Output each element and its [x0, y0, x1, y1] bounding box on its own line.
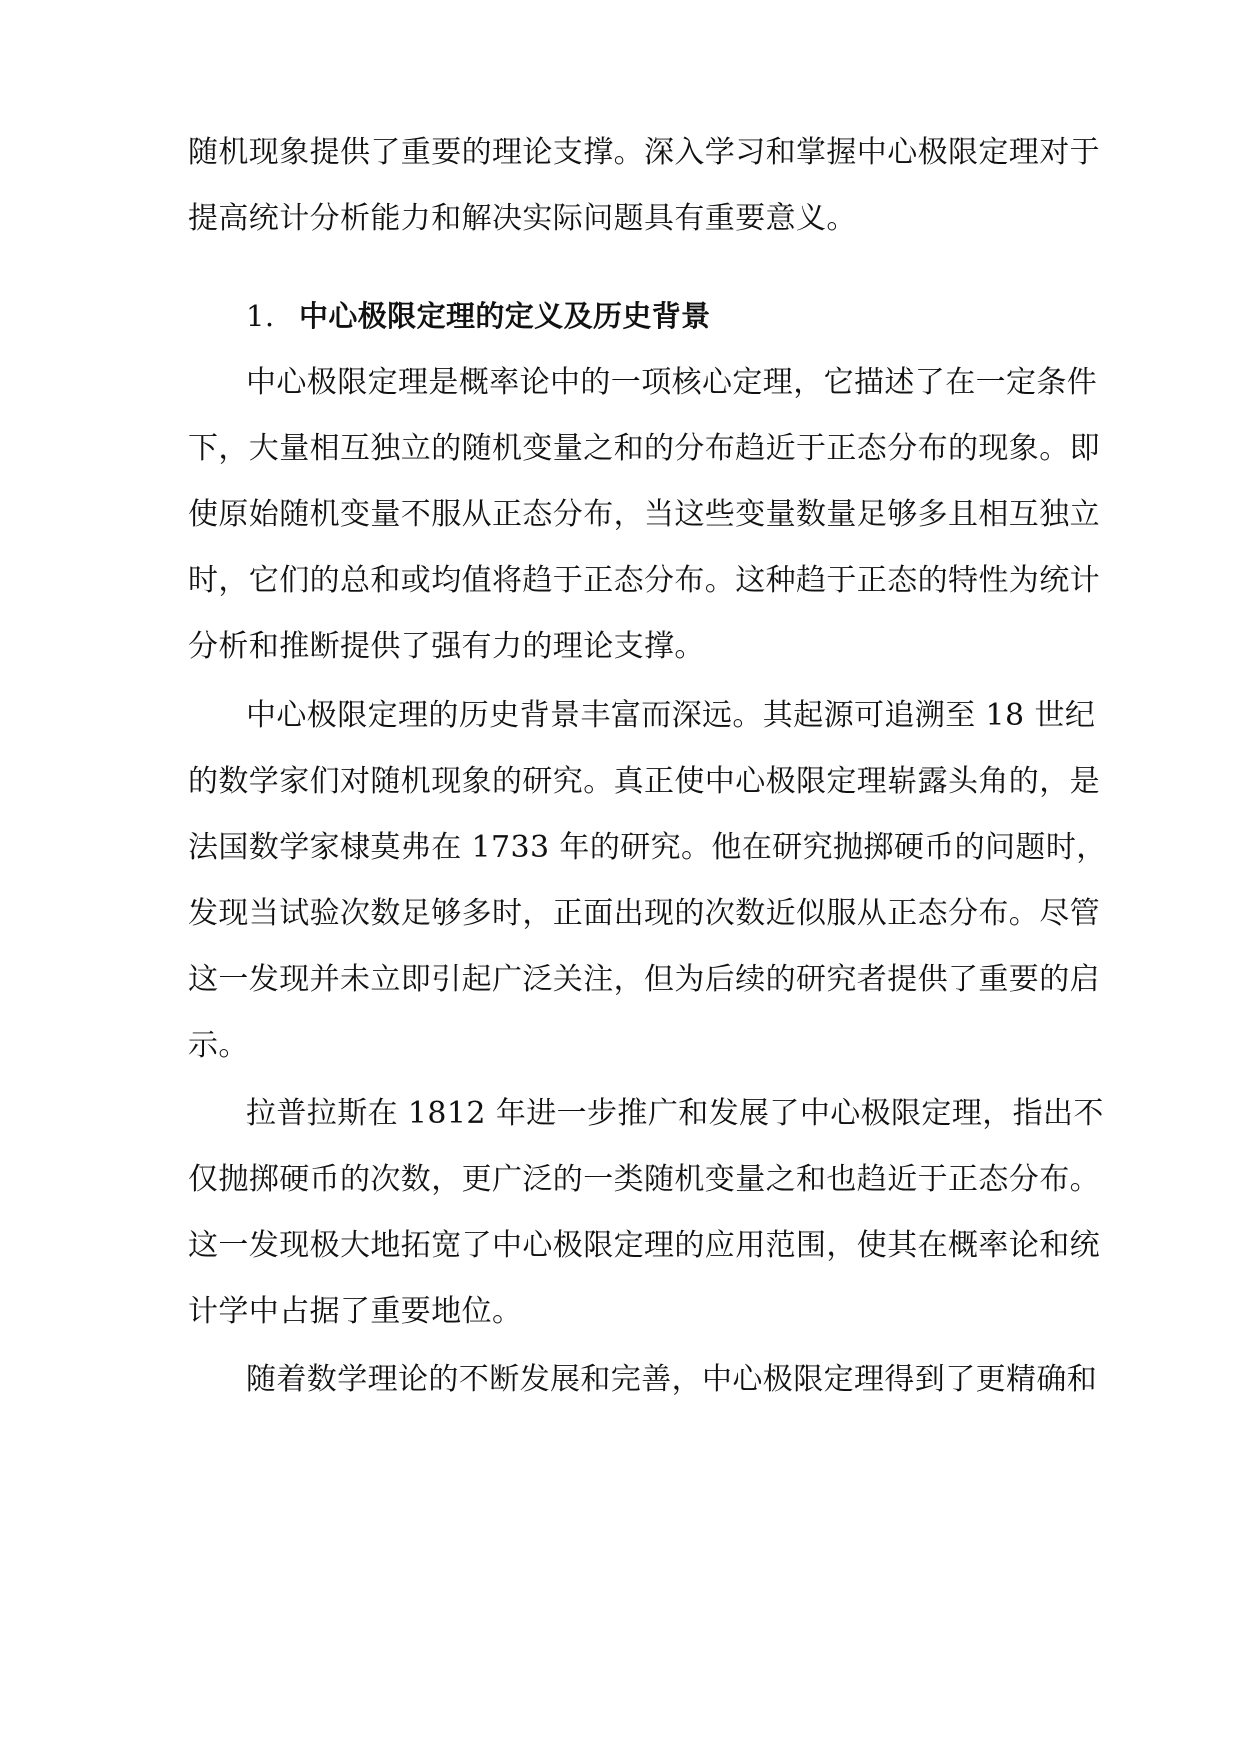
section-title: 中心极限定理的定义及历史背景	[298, 299, 711, 333]
paragraph-3-line-1: 拉普拉斯在 1812 年进一步推广和发展了中心极限定理，指出不	[246, 1096, 1104, 1131]
intro-line-1: 随机现象提供了重要的理论支撑。深入学习和掌握中心极限定理对于	[188, 135, 1100, 170]
paragraph-3-line-4: 计学中占据了重要地位。	[188, 1294, 523, 1329]
paragraph-2-line-6: 示。	[188, 1028, 249, 1063]
paragraph-2-line-1: 中心极限定理的历史背景丰富而深远。其起源可追溯至 18 世纪	[246, 698, 1096, 733]
paragraph-3-line-3: 这一发现极大地拓宽了中心极限定理的应用范围，使其在概率论和统	[188, 1228, 1100, 1263]
section-heading	[246, 296, 1126, 336]
paragraph-1-line-1: 中心极限定理是概率论中的一项核心定理，它描述了在一定条件	[246, 365, 1098, 400]
paragraph-1-line-5: 分析和推断提供了强有力的理论支撑。	[188, 629, 705, 664]
paragraph-2-line-3: 法国数学家棣莫弗在 1733 年的研究。他在研究抛掷硬币的问题时，	[188, 830, 1107, 865]
paragraph-2-line-4: 发现当试验次数足够多时，正面出现的次数近似服从正态分布。尽管	[188, 896, 1100, 931]
paragraph-2-line-2: 的数学家们对随机现象的研究。真正使中心极限定理崭露头角的，是	[188, 764, 1100, 799]
paragraph-1-line-3: 使原始随机变量不服从正态分布，当这些变量数量足够多且相互独立	[188, 497, 1100, 532]
intro-line-2: 提高统计分析能力和解决实际问题具有重要意义。	[188, 201, 857, 236]
paragraph-1-line-4: 时，它们的总和或均值将趋于正态分布。这种趋于正态的特性为统计	[188, 563, 1100, 598]
paragraph-2-line-5: 这一发现并未立即引起广泛关注，但为后续的研究者提供了重要的启	[188, 962, 1100, 997]
paragraph-1-line-2: 下，大量相互独立的随机变量之和的分布趋近于正态分布的现象。即	[188, 431, 1100, 466]
section-number: 1.	[246, 299, 275, 333]
paragraph-4-line-1: 随着数学理论的不断发展和完善，中心极限定理得到了更精确和	[246, 1362, 1098, 1397]
paragraph-3-line-2: 仅抛掷硬币的次数，更广泛的一类随机变量之和也趋近于正态分布。	[188, 1162, 1100, 1197]
